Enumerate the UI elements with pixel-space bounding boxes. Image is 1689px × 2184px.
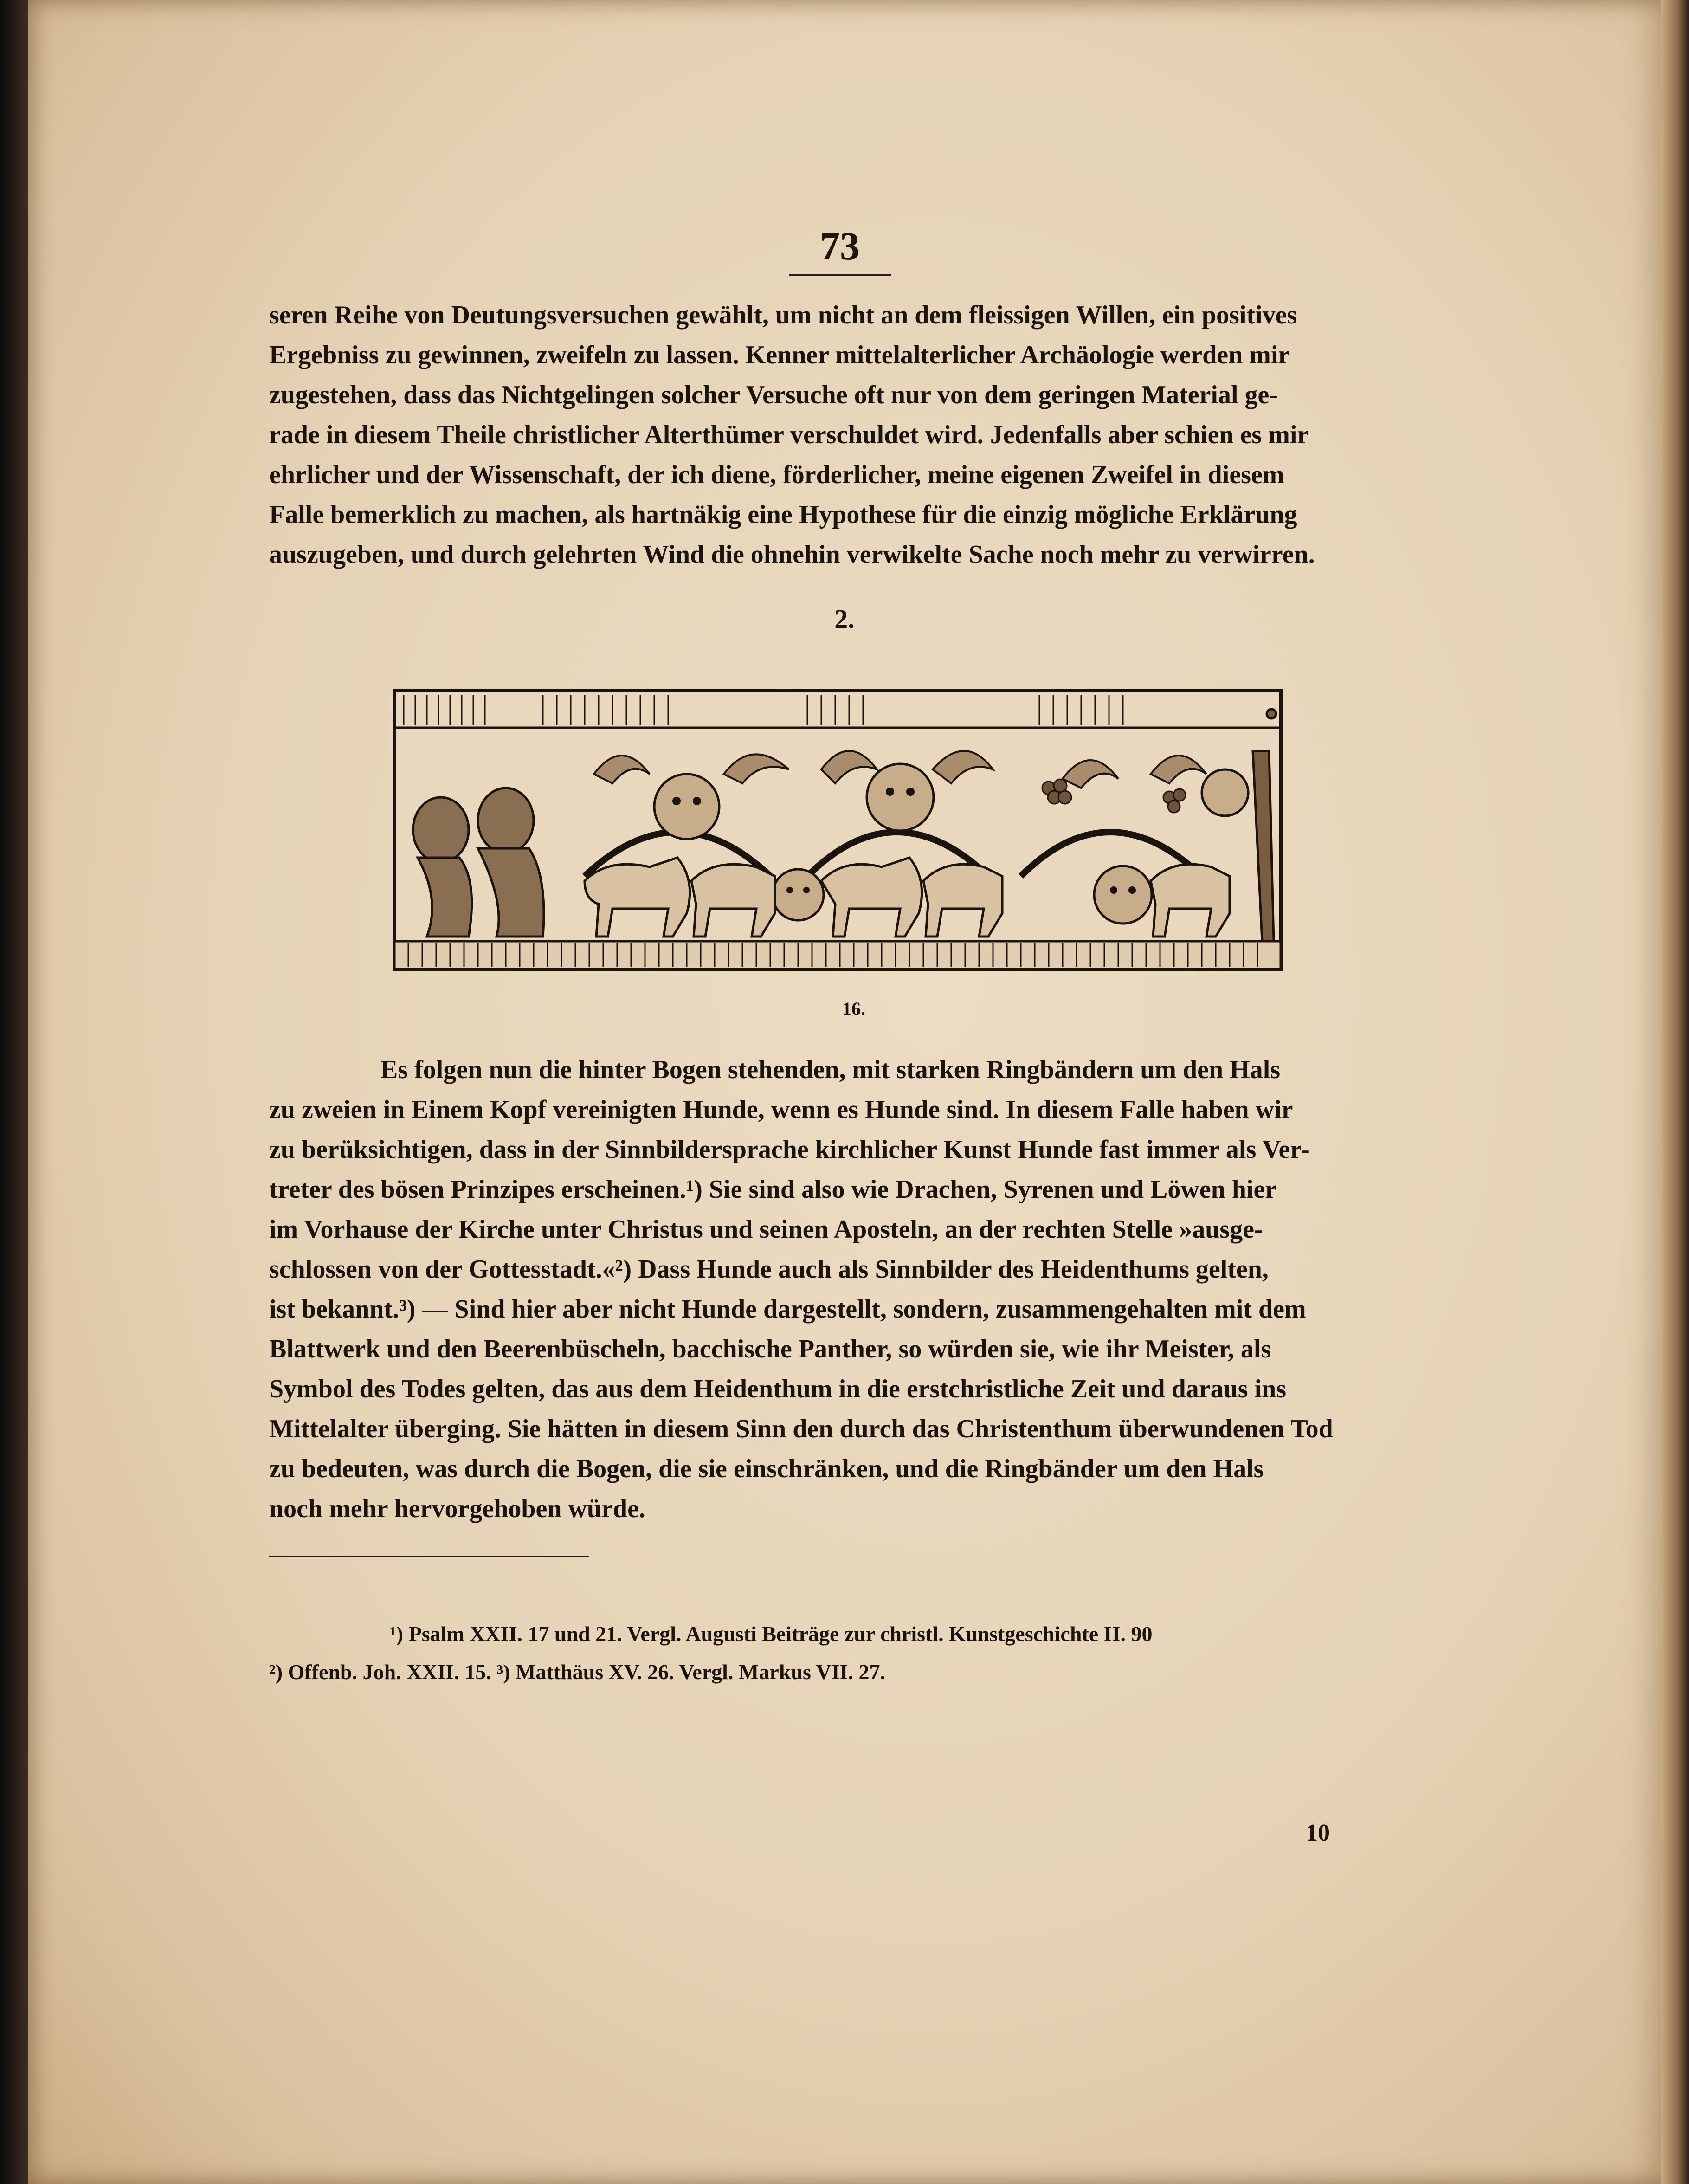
text-line: Ergebniss zu gewinnen, zweifeln zu lassen. Kenner mittelalterlicher Archäologie werden mir bbox=[269, 341, 1290, 369]
carved-frieze-illustration bbox=[390, 681, 1299, 983]
text-line: Symbol des Todes gelten, das aus dem Heidenthum in die erstchristliche Zeit und daraus ins bbox=[269, 1375, 1287, 1403]
book-spine bbox=[0, 0, 28, 2184]
text-line: auszugeben, und durch gelehrten Wind die ohnehin verwikelte Sache noch mehr zu verwirren. bbox=[269, 540, 1315, 569]
footnote-1: ¹) Psalm XXII. 17 und 21. Vergl. Augusti Beiträge zur christl. Kunstgeschichte II. 90 bbox=[390, 1622, 1153, 1646]
page-number-rule bbox=[789, 274, 891, 276]
paragraph-1 bbox=[269, 295, 1425, 575]
figure-caption: 16. bbox=[842, 998, 865, 1019]
book-page bbox=[28, 0, 1670, 2184]
text-line: noch mehr hervorgehoben würde. bbox=[269, 1494, 645, 1523]
text-line: seren Reihe von Deutungsversuchen gewählt, um nicht an dem fleissigen Willen, ein positives bbox=[269, 301, 1297, 330]
paragraph-2 bbox=[269, 1050, 1425, 1529]
section-number: 2. bbox=[834, 604, 855, 634]
text-line: Es folgen nun die hinter Bogen stehenden, mit starken Ringbändern um den Hals bbox=[380, 1055, 1281, 1084]
page-edge bbox=[1661, 0, 1689, 2184]
frieze-figure bbox=[390, 681, 1299, 983]
text-line: Mittelalter überging. Sie hätten in diesem Sinn den durch das Christenthum überwundenen Tod bbox=[269, 1415, 1333, 1443]
signature-mark: 10 bbox=[1306, 1820, 1330, 1846]
footnote-rule bbox=[269, 1556, 589, 1557]
text-line: Blattwerk und den Beerenbüscheln, bacchische Panther, so würden sie, wie ihr Meister, als bbox=[269, 1335, 1271, 1363]
text-line: ehrlicher und der Wissenschaft, der ich diene, förderlicher, meine eigenen Zweifel in diesem bbox=[269, 460, 1284, 489]
text-line: schlossen von der Gottesstadt.«²) Dass Hunde auch als Sinnbilder des Heidenthums gelten, bbox=[269, 1255, 1269, 1284]
text-line: ist bekannt.³) — Sind hier aber nicht Hunde dargestellt, sondern, zusammengehalten mit dem bbox=[269, 1295, 1306, 1324]
text-line: im Vorhause der Kirche unter Christus und seinen Aposteln, an der rechten Stelle »ausge- bbox=[269, 1215, 1263, 1244]
page-number: 73 bbox=[820, 224, 860, 268]
text-line: treter des bösen Prinzipes erscheinen.¹) Sie sind also wie Drachen, Syrenen und Löwen hier bbox=[269, 1175, 1277, 1204]
text-line: zugestehen, dass das Nichtgelingen solcher Versuche oft nur von dem geringen Material ge- bbox=[269, 381, 1278, 409]
text-line: zu berüksichtigen, dass in der Sinnbildersprache kirchlicher Kunst Hunde fast immer als Ver- bbox=[269, 1135, 1309, 1164]
footnotes bbox=[269, 1615, 1438, 1691]
text-line: zu bedeuten, was durch die Bogen, die sie einschränken, und die Ringbänder um den Hals bbox=[269, 1454, 1264, 1483]
text-line: zu zweien in Einem Kopf vereinigten Hunde, wenn es Hunde sind. In diesem Falle haben wir bbox=[269, 1095, 1293, 1124]
footnote-2: ²) Offenb. Joh. XXII. 15. ³) Matthäus XV. 26. Vergl. Markus VII. 27. bbox=[269, 1660, 886, 1684]
text-line: Falle bemerklich zu machen, als hartnäkig eine Hypothese für die einzig mögliche Erklärung bbox=[269, 500, 1297, 529]
text-line: rade in diesem Theile christlicher Alterthümer verschuldet wird. Jedenfalls aber schien es mir bbox=[269, 420, 1309, 449]
